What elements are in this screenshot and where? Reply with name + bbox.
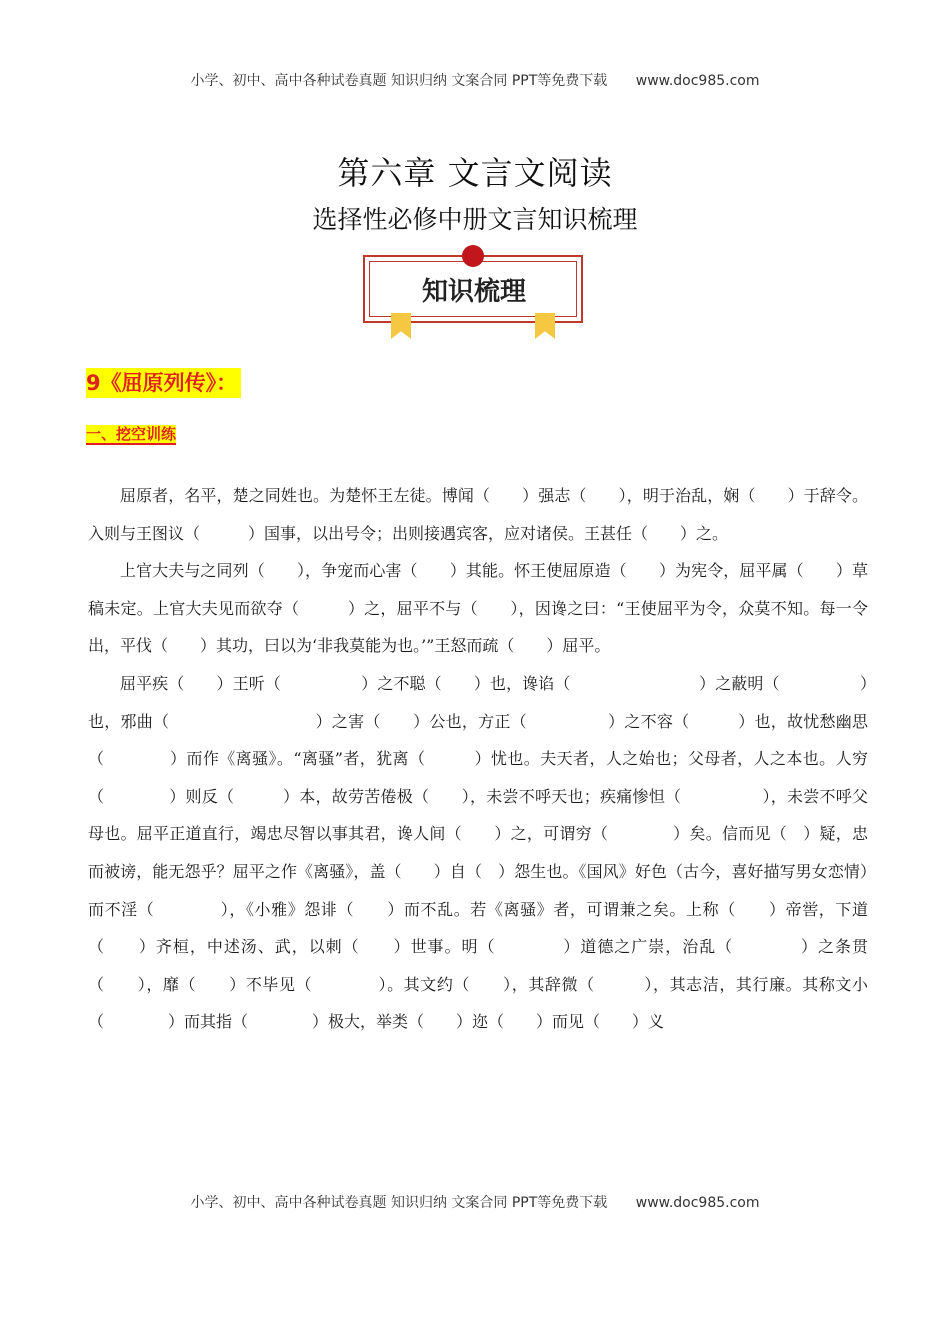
badge-label: 知识梳理 [421, 277, 526, 307]
header-text: 小学、初中、高中各种试卷真题 知识归纳 文案合同 PPT等免费下载 [190, 73, 608, 89]
paragraph-1: 屈原者，名平，楚之同姓也。为楚怀王左徒。博闻（ ）强志（ ），明于治乱，娴（ ）于辞令。入则与王图议（ ）国事，以出号令；出则接遇宾客，应对诸侯。王甚任（ ）之。 [88, 486, 868, 543]
section-title: 9《屈原列传》： [86, 368, 241, 398]
ribbon-left-icon [391, 313, 411, 339]
paragraph-2: 上官大夫与之同列（ ），争宠而心害（ ）其能。怀王使屈原造（ ）为宪令，屈平属（ ）草稿未定。上官大夫见而欲夺（ ）之，屈平不与（ ），因谗之曰：“王使屈平为令，众莫不知。每一令出，平伐（ ）其功，曰以为‘非我莫能为也。’”王怒而疏（ ）屈平。 [88, 561, 868, 656]
page-header [0, 70, 950, 90]
header-site-link[interactable]: www.doc985.com [635, 73, 760, 89]
paragraph-3: 屈平疾（ ）王听（ ）之不聪（ ）也，谗谄（ ）之蔽明（ ）也，邪曲（ ）之害（ ）公也，方正（ ）之不容（ ）也，故忧愁幽思（ ）而作《离骚》。“离骚”者，犹离（ ）忧也。夫天者，人之始也；父母者，人之本也。人穷（ ）则反（ ）本，故劳苦倦极（ ），未尝不呼天也；疾痛惨怛（ ），未尝不呼父母也。屈平正道直行，竭忠尽智以事其君，谗人间（ ）之，可谓穷（ ）矣。信而见（ ）疑，忠而被谤，能无怨乎？屈平之作《离骚》，盖（ ）自（ ）怨生也。《国风》好色（古今，喜好描写男女恋情）而不淫（ ），《小雅》怨诽（ ）而不乱。若《离骚》者，可谓兼之矣。上称（ ）帝喾，下道（ ）齐桓，中述汤、武，以刺（ ）世事。明（ ）道德之广崇，治乱（ ）之条贯（ ），靡（ ）不毕见（ ）。其文约（ ），其辞微（ ），其志洁，其行廉。其称文小（ ）而其指（ ）极大，举类（ ）迩（ ）而见（ ）义 [88, 673, 868, 1032]
badge-pin-icon [462, 245, 484, 267]
subsection-title [86, 424, 176, 444]
footer-site-link[interactable]: www.doc985.com [635, 1195, 760, 1211]
chapter-title: 第六章 文言文阅读 [337, 154, 613, 192]
knowledge-badge [363, 245, 585, 323]
footer-text: 小学、初中、高中各种试卷真题 知识归纳 文案合同 PPT等免费下载 [190, 1195, 608, 1211]
exercise-body [88, 477, 868, 1041]
subsection-title-text: 一、挖空训练 [86, 425, 177, 443]
chapter-subtitle: 选择性必修中册文言知识梳理 [312, 205, 638, 234]
page-footer [0, 1192, 950, 1212]
ribbon-right-icon [535, 313, 555, 339]
